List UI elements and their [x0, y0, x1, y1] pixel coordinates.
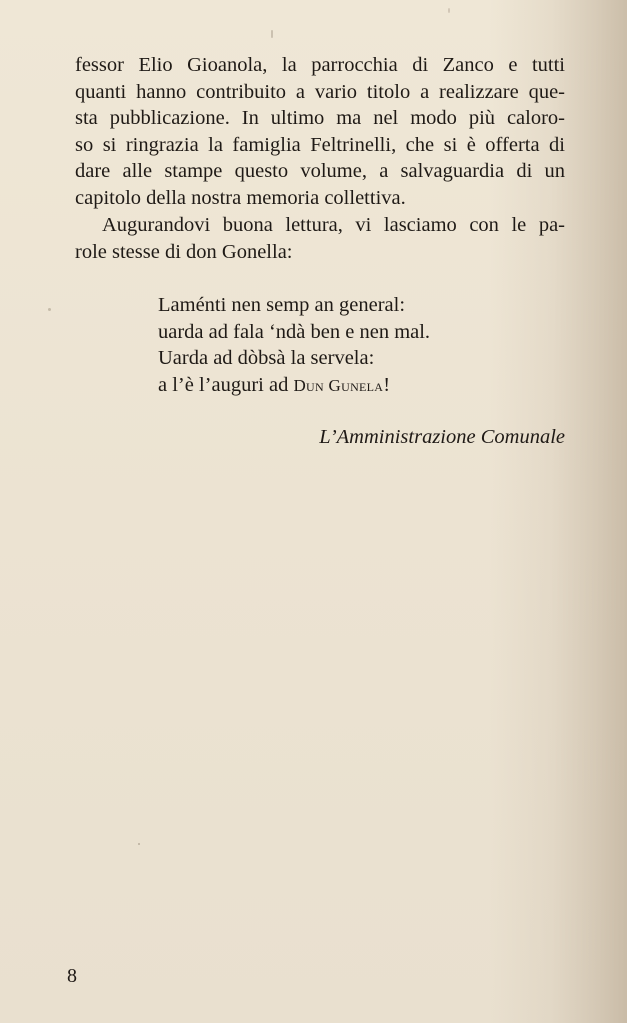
- text-line: capitolo della nostra memoria collettiva.: [75, 186, 406, 209]
- paragraph-acknowledgements: [75, 52, 565, 211]
- verse-line-text: a l’è l’auguri ad: [158, 373, 294, 396]
- verse-line: Laménti nen semp an general:: [158, 294, 406, 316]
- text-line: dare alle stampe questo volume, a salvaguardia di un: [75, 160, 565, 182]
- text-line: quanti hanno contribuito a vario titolo a realizzare que-: [75, 80, 565, 103]
- verse-line-punctuation: !: [383, 373, 391, 396]
- paper-speck: [271, 30, 273, 38]
- verse-line: Uarda ad dòbsà la servela:: [158, 347, 375, 369]
- text-line: role stesse di don Gonella:: [75, 240, 293, 263]
- text-line: sta pubblicazione. In ultimo ma nel modo più caloro-: [75, 107, 565, 129]
- verse-line: uarda ad fala ‘ndà ben e nen mal.: [158, 320, 431, 343]
- verse-author-name: Dun Gunela: [293, 375, 384, 395]
- text-line: fessor Elio Gioanola, la parrocchia di Zanco e tutti: [75, 54, 565, 76]
- paragraph-closing: [75, 212, 565, 265]
- verse-line: [158, 372, 430, 400]
- text-line: so si ringrazia la famiglia Feltrinelli, che si è offerta di: [75, 133, 565, 156]
- verse-quote: [158, 292, 430, 399]
- paper-speck: [448, 8, 450, 13]
- paper-speck: [48, 308, 51, 311]
- text-line: Augurandovi buona lettura, vi lasciamo con le pa-: [102, 214, 565, 236]
- signature: L’Amministrazione Comunale: [319, 426, 565, 448]
- paper-speck: [138, 843, 140, 845]
- page-number: 8: [67, 965, 77, 987]
